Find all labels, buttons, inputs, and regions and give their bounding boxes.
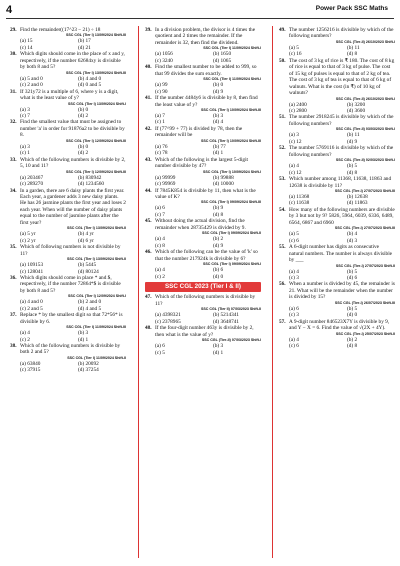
- question-number: 37.: [10, 312, 17, 319]
- question-number: 50.: [279, 57, 286, 64]
- answer-options: [10, 175, 126, 188]
- answer-option: (c) 8: [155, 242, 165, 249]
- answer-option: (d) 10000: [213, 181, 234, 188]
- answer-option: (c) 12: [289, 138, 302, 145]
- question-text: The number 1256216 is divisible by which of the following numbers?: [289, 27, 394, 40]
- exam-source: SSC CGL (Tier-II) 02/03/2023 Shift-I: [335, 158, 395, 163]
- answer-options: [10, 330, 126, 343]
- exam-source: SSC CGL (Tier I) 11/09/2024 Shift-I: [203, 77, 261, 82]
- exam-source: SSC CGL (Tier-I) 26/07/2023 Shift-III: [334, 300, 395, 305]
- answer-option: (d) 8: [347, 343, 358, 350]
- answer-option: (b) 0: [78, 143, 89, 150]
- answer-options: [145, 51, 261, 64]
- page-number: 4: [6, 4, 13, 16]
- exam-source: SSC CGL (Tier I) 12/09/2024 Shift-III: [66, 169, 126, 174]
- answer-option: (d) 1234560: [78, 181, 105, 188]
- answer-option: (c) 2 and 5: [20, 305, 43, 312]
- answer-option: (c) 5: [155, 349, 165, 356]
- exam-source: SSC CGL (Tier I) 11/09/2024 Shift-I: [203, 46, 261, 51]
- answer-options: [279, 132, 395, 145]
- question-text: Which of the following is the largest 5-digit number divisible by 47?: [155, 156, 249, 170]
- question-number: 31.: [10, 88, 17, 95]
- question-text-line: [145, 95, 261, 108]
- answer-option: (c) 289270: [20, 181, 44, 188]
- answer-option: (a) 5: [289, 44, 299, 51]
- answer-options: [145, 343, 261, 356]
- question-number: 43.: [145, 156, 152, 163]
- question-text-line: [145, 325, 261, 338]
- question-number: 46.: [145, 249, 152, 256]
- answer-option: (a) 6: [289, 305, 299, 312]
- question-text: When a number is divided by 45, the remainder is 21. What will be the remainder when the number is divided by 15?: [289, 281, 395, 301]
- question-text: Which digits should come in the place of x and y, respectively, if the number 62684xy is divisible by both 8 and 5?: [20, 51, 125, 71]
- question-item: [10, 343, 126, 374]
- answer-option: (a) 76: [155, 143, 168, 150]
- question-item: [145, 188, 261, 219]
- question-item: [279, 281, 395, 318]
- question-item: [279, 114, 395, 145]
- question-text: If the number 4484y6 is divisible by 8, then find the least value of y?: [155, 95, 258, 108]
- question-item: [279, 27, 395, 58]
- question-number: 47.: [145, 294, 152, 301]
- question-text-line: [10, 89, 126, 102]
- question-text: If 7845K854 is divisible by 11, then what is the value of K?: [155, 187, 256, 200]
- answer-option: (d) 3600: [347, 107, 366, 114]
- page-header: [0, 0, 400, 22]
- exam-source: SSC CGL (Tier I) 09/09/2024 Shift-I: [203, 262, 261, 267]
- question-text-line: [10, 275, 126, 294]
- exam-source: SSC CGL (Tier I) 09/09/2024 Shift-III: [201, 200, 261, 205]
- question-text-line: [145, 126, 261, 139]
- question-item: [279, 207, 395, 244]
- question-text-line: [145, 188, 261, 201]
- exam-source: SSC CGL (Tier-I) 27/07/2023 Shift-III: [334, 188, 395, 193]
- question-item: [145, 157, 261, 188]
- question-text: Find the smallest number to be added to 999, so that 99 divides the sum exactly.: [155, 64, 257, 77]
- answer-option: (d) 37254: [78, 367, 99, 374]
- question-text: The number 5769116 is divisible by which of the following numbers?: [289, 145, 394, 158]
- question-number: 51.: [279, 114, 286, 121]
- answer-option: (a) 4: [289, 268, 299, 275]
- answer-option: (c) 78: [155, 150, 168, 157]
- answer-options: [145, 144, 261, 157]
- answer-option: (a) 63840: [20, 360, 41, 367]
- question-text: The number 2918245 is divisible by which of the following numbers?: [289, 114, 394, 127]
- answer-options: [145, 267, 261, 280]
- answer-option: (a) 4398321: [155, 312, 181, 319]
- question-item: [10, 51, 126, 88]
- question-text-line: [279, 244, 395, 263]
- question-item: [10, 157, 126, 188]
- question-item: [10, 188, 126, 245]
- answer-option: (a) 4: [289, 163, 299, 170]
- question-text: If the four-digit number 463y is divisible by 2, then what is the value of y?: [155, 325, 254, 338]
- exam-source: SSC CGL (Tier I) 13/09/2024 Shift-II: [67, 257, 126, 262]
- answer-option: (a) 99999: [155, 174, 176, 181]
- header-rule: [6, 18, 394, 19]
- question-text: Which of the following numbers is divisible by 11?: [155, 294, 256, 307]
- question-item: [279, 58, 395, 115]
- answer-option: (c) 2 and 0: [20, 82, 43, 89]
- exam-source: SSC CGL (Tier-I) 27/07/2023 Shift-II: [335, 263, 395, 268]
- question-number: 42.: [145, 125, 152, 132]
- answer-option: (b) 5: [347, 305, 358, 312]
- question-text-line: [279, 281, 395, 300]
- answer-option: (c) 7: [155, 211, 165, 218]
- answer-option: (c) 3240: [155, 57, 173, 64]
- answer-option: (c) 3: [289, 312, 299, 319]
- answer-option: (b) 1650: [213, 51, 232, 58]
- question-number: 44.: [145, 187, 152, 194]
- question-item: [145, 218, 261, 249]
- exam-source: SSC CGL (Tier I) 11/09/2024 Shift-II: [67, 355, 126, 360]
- question-text-line: [10, 343, 126, 356]
- question-text-line: [145, 294, 261, 307]
- answer-option: (c) 6: [289, 343, 299, 350]
- answer-option: (c) 7: [20, 112, 30, 119]
- answer-option: (b) 5: [347, 268, 358, 275]
- question-item: [145, 27, 261, 64]
- question-item: [10, 89, 126, 120]
- question-text-line: [279, 145, 395, 158]
- answer-option: (b) 11: [347, 132, 360, 139]
- answer-option: (a) 4: [289, 336, 299, 343]
- question-number: 55.: [279, 244, 286, 251]
- question-number: 35.: [10, 244, 17, 251]
- question-item: [145, 325, 261, 356]
- question-item: [145, 249, 261, 280]
- exam-source: SSC CGL (Tier-II) 07/03/2023 Shift-I: [201, 338, 261, 343]
- answer-option: (b) 830942: [78, 174, 102, 181]
- answer-option: (b) 5445: [78, 262, 97, 269]
- answer-option: (a) 4: [155, 267, 165, 274]
- question-number: 39.: [145, 27, 152, 33]
- question-text: Which of the following numbers is divisible by both 2 and 5?: [20, 343, 121, 356]
- exam-source: SSC CGL (Tier I) 12/09/2024 Shift-I: [68, 294, 126, 299]
- question-number: 57.: [279, 318, 286, 325]
- answer-option: (b) 4 and 0: [78, 75, 102, 82]
- question-text-line: [279, 27, 395, 40]
- question-text-line: [10, 51, 126, 70]
- question-number: 33.: [10, 156, 17, 163]
- question-number: 32.: [10, 119, 17, 126]
- question-text-line: [145, 249, 261, 262]
- answer-options: [145, 113, 261, 126]
- answer-option: (c) 12: [289, 169, 302, 176]
- question-number: 36.: [10, 274, 17, 281]
- question-text: If 321y72 is a multiple of 6, where y is a digit, what is the least value of y?: [20, 88, 119, 102]
- answer-options: [279, 269, 395, 282]
- answer-option: (d) 9: [213, 88, 224, 95]
- answer-option: (d) 4: [213, 119, 224, 126]
- answer-option: (d) 6 yr: [78, 237, 94, 244]
- question-number: 52.: [279, 145, 286, 152]
- answer-option: (a) 4: [20, 330, 30, 337]
- book-title: Power Pack SSC Maths: [315, 5, 388, 12]
- question-column-1: [10, 27, 126, 374]
- answer-option: (c) 11638: [289, 200, 310, 207]
- answer-option: (c) 90: [155, 88, 168, 95]
- answer-options: [279, 337, 395, 350]
- answer-option: (a) 5 yr: [20, 231, 36, 238]
- answer-option: (d) 1: [213, 349, 224, 356]
- question-number: 45.: [145, 218, 152, 225]
- question-text: Which of the following numbers is divisible by 2, 5, 10 and 11?: [20, 156, 126, 170]
- answer-option: (b) 2: [213, 236, 224, 243]
- exam-source: SSC CGL (Tier I) 10/09/2024 Shift-I: [203, 169, 261, 174]
- question-text-line: [145, 157, 261, 170]
- question-item: [145, 64, 261, 95]
- question-text: In a garden, there are 6 daisy plants the first year. Each year, a gardener adds 3 new daisy plants. He has 26 jasmine plants the first year and loses 2 each year. When will the number of daisy plants equal to the number of jasmine plants after the first year?: [20, 187, 126, 226]
- answer-options: [145, 205, 261, 218]
- answer-options: [279, 194, 395, 207]
- answer-options: [10, 361, 126, 374]
- exam-source: SSC CGL (Tier I) 13/09/2024 Shift-III: [66, 33, 126, 38]
- answer-option: (a) 6: [155, 343, 165, 350]
- question-number: 34.: [10, 187, 17, 194]
- question-item: [279, 176, 395, 207]
- question-text-line: [279, 176, 395, 189]
- answer-options: [279, 306, 395, 319]
- answer-option: (b) 20092: [78, 360, 99, 367]
- answer-options: [145, 236, 261, 249]
- question-text: Find the remainder((17^23 − 21) ÷ 18: [20, 27, 101, 33]
- answer-option: (b) 4 yr: [78, 231, 94, 238]
- answer-option: (d) 8: [213, 211, 224, 218]
- exam-source: SSC CGL (Tier I) 09/09/2024 Shift-II: [202, 231, 261, 236]
- exam-source: SSC CGL (Tier I) 13/09/2024 Shift-I: [68, 101, 126, 106]
- answer-option: (a) 11368: [289, 193, 310, 200]
- question-item: [279, 244, 395, 281]
- question-text: A 9-digit number 846523X7Y is divisible by 9, and Y − X = 6. Find the value of √(2X + 4Y).: [289, 318, 390, 332]
- answer-option: (c) 2: [20, 336, 30, 343]
- question-item: [279, 319, 395, 350]
- exam-source: SSC CGL (Tier-I) 25/07/2023 Shift-II: [335, 331, 395, 336]
- question-number: 56.: [279, 281, 286, 288]
- answer-option: (c) 1: [20, 150, 30, 157]
- answer-option: (a) 15: [20, 38, 33, 45]
- answer-option: (d) 9: [347, 138, 358, 145]
- answer-option: (b) 0: [78, 106, 89, 113]
- answer-option: (d) 8: [347, 51, 358, 58]
- answer-option: (c) 16: [289, 51, 302, 58]
- answer-options: [145, 82, 261, 95]
- answer-options: [145, 175, 261, 188]
- answer-option: (d) 1: [213, 150, 224, 157]
- answer-option: (d) 11863: [347, 200, 368, 207]
- answer-option: (c) 2: [155, 273, 165, 280]
- question-text: Which of following numbers is not divisible by 11?: [20, 244, 121, 257]
- question-number: 29.: [10, 27, 17, 33]
- answer-option: (a) 4: [155, 236, 165, 243]
- answer-option: (c) 3: [289, 274, 299, 281]
- question-text-line: [10, 157, 126, 170]
- question-text-line: [145, 27, 261, 46]
- answer-option: (d) 8: [347, 169, 358, 176]
- answer-options: [279, 102, 395, 115]
- answer-option: (d) 3: [347, 237, 358, 244]
- answer-option: (b) 17: [78, 38, 91, 45]
- answer-option: (c) 6: [289, 237, 299, 244]
- answer-option: (c) 37915: [20, 367, 41, 374]
- answer-option: (b) 3200: [347, 101, 366, 108]
- question-text-line: [279, 319, 395, 332]
- question-text-line: [145, 64, 261, 77]
- question-text: Find the smallest value that must be assigned to number 'a' in order for 91876a2 to be divisible by 8.: [20, 119, 125, 139]
- answer-option: (b) 3: [213, 112, 224, 119]
- question-number: 49.: [279, 27, 286, 33]
- answer-option: (a) 1056: [155, 51, 173, 58]
- exam-source: SSC CGL (Tier-II) 26/10/2023 Shift-I: [335, 96, 395, 101]
- question-text-line: [279, 114, 395, 127]
- answer-option: (a) 203467: [20, 174, 44, 181]
- answer-option: (b) 0: [213, 82, 224, 89]
- question-text-line: [279, 207, 395, 226]
- answer-option: (b) 5214341: [213, 312, 240, 319]
- exam-source: SSC CGL (Tier I) 10/09/2024 Shift-III: [201, 107, 261, 112]
- answer-options: [10, 262, 126, 275]
- question-item: [145, 95, 261, 126]
- answer-option: (d) 9: [213, 242, 224, 249]
- answer-option: (d) 3648741: [213, 318, 240, 325]
- question-item: [10, 244, 126, 275]
- question-text: The cost of 3 kg of rice is ₹ 180. The cost of 8 kg of rice is equal to that of 3 kg of pulse. The cost of 15 kg of pulses is equal to that of 2 kg of tea. The cost of 3 kg of tea is equal to that of 6 kg of walnuts. What is the cost (in ₹) of 10 kg of walnuts?: [289, 57, 395, 97]
- question-item: [145, 294, 261, 325]
- answer-options: [145, 312, 261, 325]
- answer-option: (d) 4 and 5: [78, 305, 102, 312]
- answer-option: (d) 1: [78, 336, 89, 343]
- exam-source: SSC CGL (Tier I) 13/09/2024 Shift-II: [67, 226, 126, 231]
- answer-option: (b) 77: [213, 143, 226, 150]
- answer-options: [279, 163, 395, 176]
- answer-option: (b) 6: [213, 267, 224, 274]
- answer-option: (b) 5: [347, 163, 358, 170]
- question-text: Replace * by the smallest digit so that 72*56* is divisible by 6.: [20, 312, 123, 325]
- answer-option: (c) 14: [20, 44, 33, 51]
- question-text: A 6-digit number has digits as consecutive natural numbers. The number is always divisible by ___: [289, 244, 393, 264]
- answer-option: (a) 5: [289, 231, 299, 238]
- question-text-line: [145, 218, 261, 231]
- answer-option: (a) 4 and 0: [20, 299, 43, 306]
- answer-option: (d) 2: [78, 150, 89, 157]
- question-text: In a division problem, the divisor is 4 times the quotient and 2 times the remainder. If the remainder is 32, then find the dividend.: [155, 27, 256, 46]
- question-item: [279, 145, 395, 176]
- answer-option: (a) 109153: [20, 262, 44, 269]
- answer-option: (a) 7: [155, 112, 165, 119]
- answer-options: [10, 38, 126, 51]
- answer-options: [279, 231, 395, 244]
- exam-source: SSC CGL (Tier-II) 26/10/2023 Shift-I: [335, 39, 395, 44]
- answer-options: [10, 299, 126, 312]
- question-column-2: [145, 27, 261, 356]
- column-divider: [138, 26, 139, 558]
- answer-option: (b) 99888: [213, 174, 234, 181]
- exam-source: SSC CGL (Tier II) 07/03/2023 Shift-II: [201, 307, 261, 312]
- answer-option: (b) 9: [213, 205, 224, 212]
- answer-option: (c) 2 yr: [20, 237, 36, 244]
- answer-option: (a) 6: [155, 205, 165, 212]
- exam-source: SSC CGL (Tier I) 12/09/2024 Shift-III: [66, 138, 126, 143]
- question-item: [145, 126, 261, 157]
- question-number: 30.: [10, 51, 17, 58]
- exam-source: SSC CGL (Tier-I) 27/07/2023 Shift-III: [334, 226, 395, 231]
- question-text: How many of the following numbers are divisible by 3 but not by 9? 5826, 5964, 6039, 6336, 6489, 6564, 6867 and 6960: [289, 206, 395, 226]
- question-number: 53.: [279, 176, 286, 183]
- answer-option: (d) 1065: [213, 57, 232, 64]
- question-text: Which number among 11368, 11638, 11863 and 12638 is divisible by 11?: [289, 176, 392, 189]
- answer-option: (a) 3: [20, 143, 30, 150]
- answer-option: (b) 11: [347, 44, 360, 51]
- answer-option: (a) 3: [289, 132, 299, 139]
- answer-options: [10, 144, 126, 157]
- answer-option: (b) 2 and 0: [78, 299, 102, 306]
- question-number: 40.: [145, 64, 152, 71]
- question-text-line: [10, 188, 126, 227]
- answer-option: (c) 99969: [155, 181, 176, 188]
- question-item: [10, 27, 126, 51]
- answer-option: (c) 1: [155, 119, 165, 126]
- question-text-line: [10, 119, 126, 138]
- column-divider: [272, 26, 273, 558]
- answer-option: (d) 0: [347, 312, 358, 319]
- answer-option: (b) 3: [78, 330, 89, 337]
- question-number: 48.: [145, 325, 152, 332]
- section-banner: SSC CGL 2023 (Tier I & II): [145, 282, 261, 292]
- answer-option: (d) 0 and 5: [78, 82, 102, 89]
- answer-option: (b) 2: [347, 336, 358, 343]
- question-item: [10, 119, 126, 156]
- answer-options: [10, 107, 126, 120]
- answer-option: (c) 2800: [289, 107, 307, 114]
- question-text-line: [10, 244, 126, 257]
- question-text: Which digits should come in place * and $, respectively, if the number 72864*$ is divisible by both 8 and 5?: [20, 274, 121, 294]
- question-item: [10, 275, 126, 312]
- answer-option: (d) 2: [78, 112, 89, 119]
- answer-option: (a) 2400: [289, 101, 307, 108]
- question-text: Which of the following can be the value of 'k' so that the number 217924k is divisible by 6?: [155, 249, 258, 262]
- question-number: 41.: [145, 95, 152, 102]
- question-text: Without doing the actual division, find the remainder when 28735429 is divided by 9.: [155, 218, 246, 231]
- question-item: [10, 312, 126, 343]
- answer-options: [10, 231, 126, 244]
- answer-option: (b) 3: [213, 343, 224, 350]
- answer-option: (b) 12638: [347, 193, 368, 200]
- answer-option: (d) 0: [213, 273, 224, 280]
- question-text: If (77^99 + 77) is divided by 78, then the remainder will be: [155, 125, 243, 139]
- exam-source: SSC CGL (Tier I) 10/09/2024 Shift-III: [201, 138, 261, 143]
- answer-option: (a) 3: [20, 106, 30, 113]
- answer-option: (c) 128041: [20, 268, 44, 275]
- exam-source: SSC CGL (Tier I) 11/09/2024 Shift-III: [66, 325, 126, 330]
- answer-option: (d) 21: [78, 44, 91, 51]
- question-column-3: [279, 27, 395, 349]
- answer-option: (b) 4: [347, 231, 358, 238]
- exam-source: SSC CGL (Tier I) 13/09/2024 Shift-III: [66, 70, 126, 75]
- answer-options: [10, 76, 126, 89]
- answer-option: (a) 5 and 0: [20, 75, 43, 82]
- question-text-line: [279, 58, 395, 97]
- answer-option: (c) 2378965: [155, 318, 181, 325]
- answer-option: (d) 80124: [78, 268, 99, 275]
- question-text-line: [10, 312, 126, 325]
- question-number: 54.: [279, 206, 286, 213]
- question-number: 38.: [10, 343, 17, 350]
- exam-source: SSC CGL (Tier-II) 03/03/2023 Shift-I: [335, 127, 395, 132]
- answer-option: (a) 99: [155, 82, 168, 89]
- answer-option: (d) 6: [347, 274, 358, 281]
- answer-options: [279, 45, 395, 58]
